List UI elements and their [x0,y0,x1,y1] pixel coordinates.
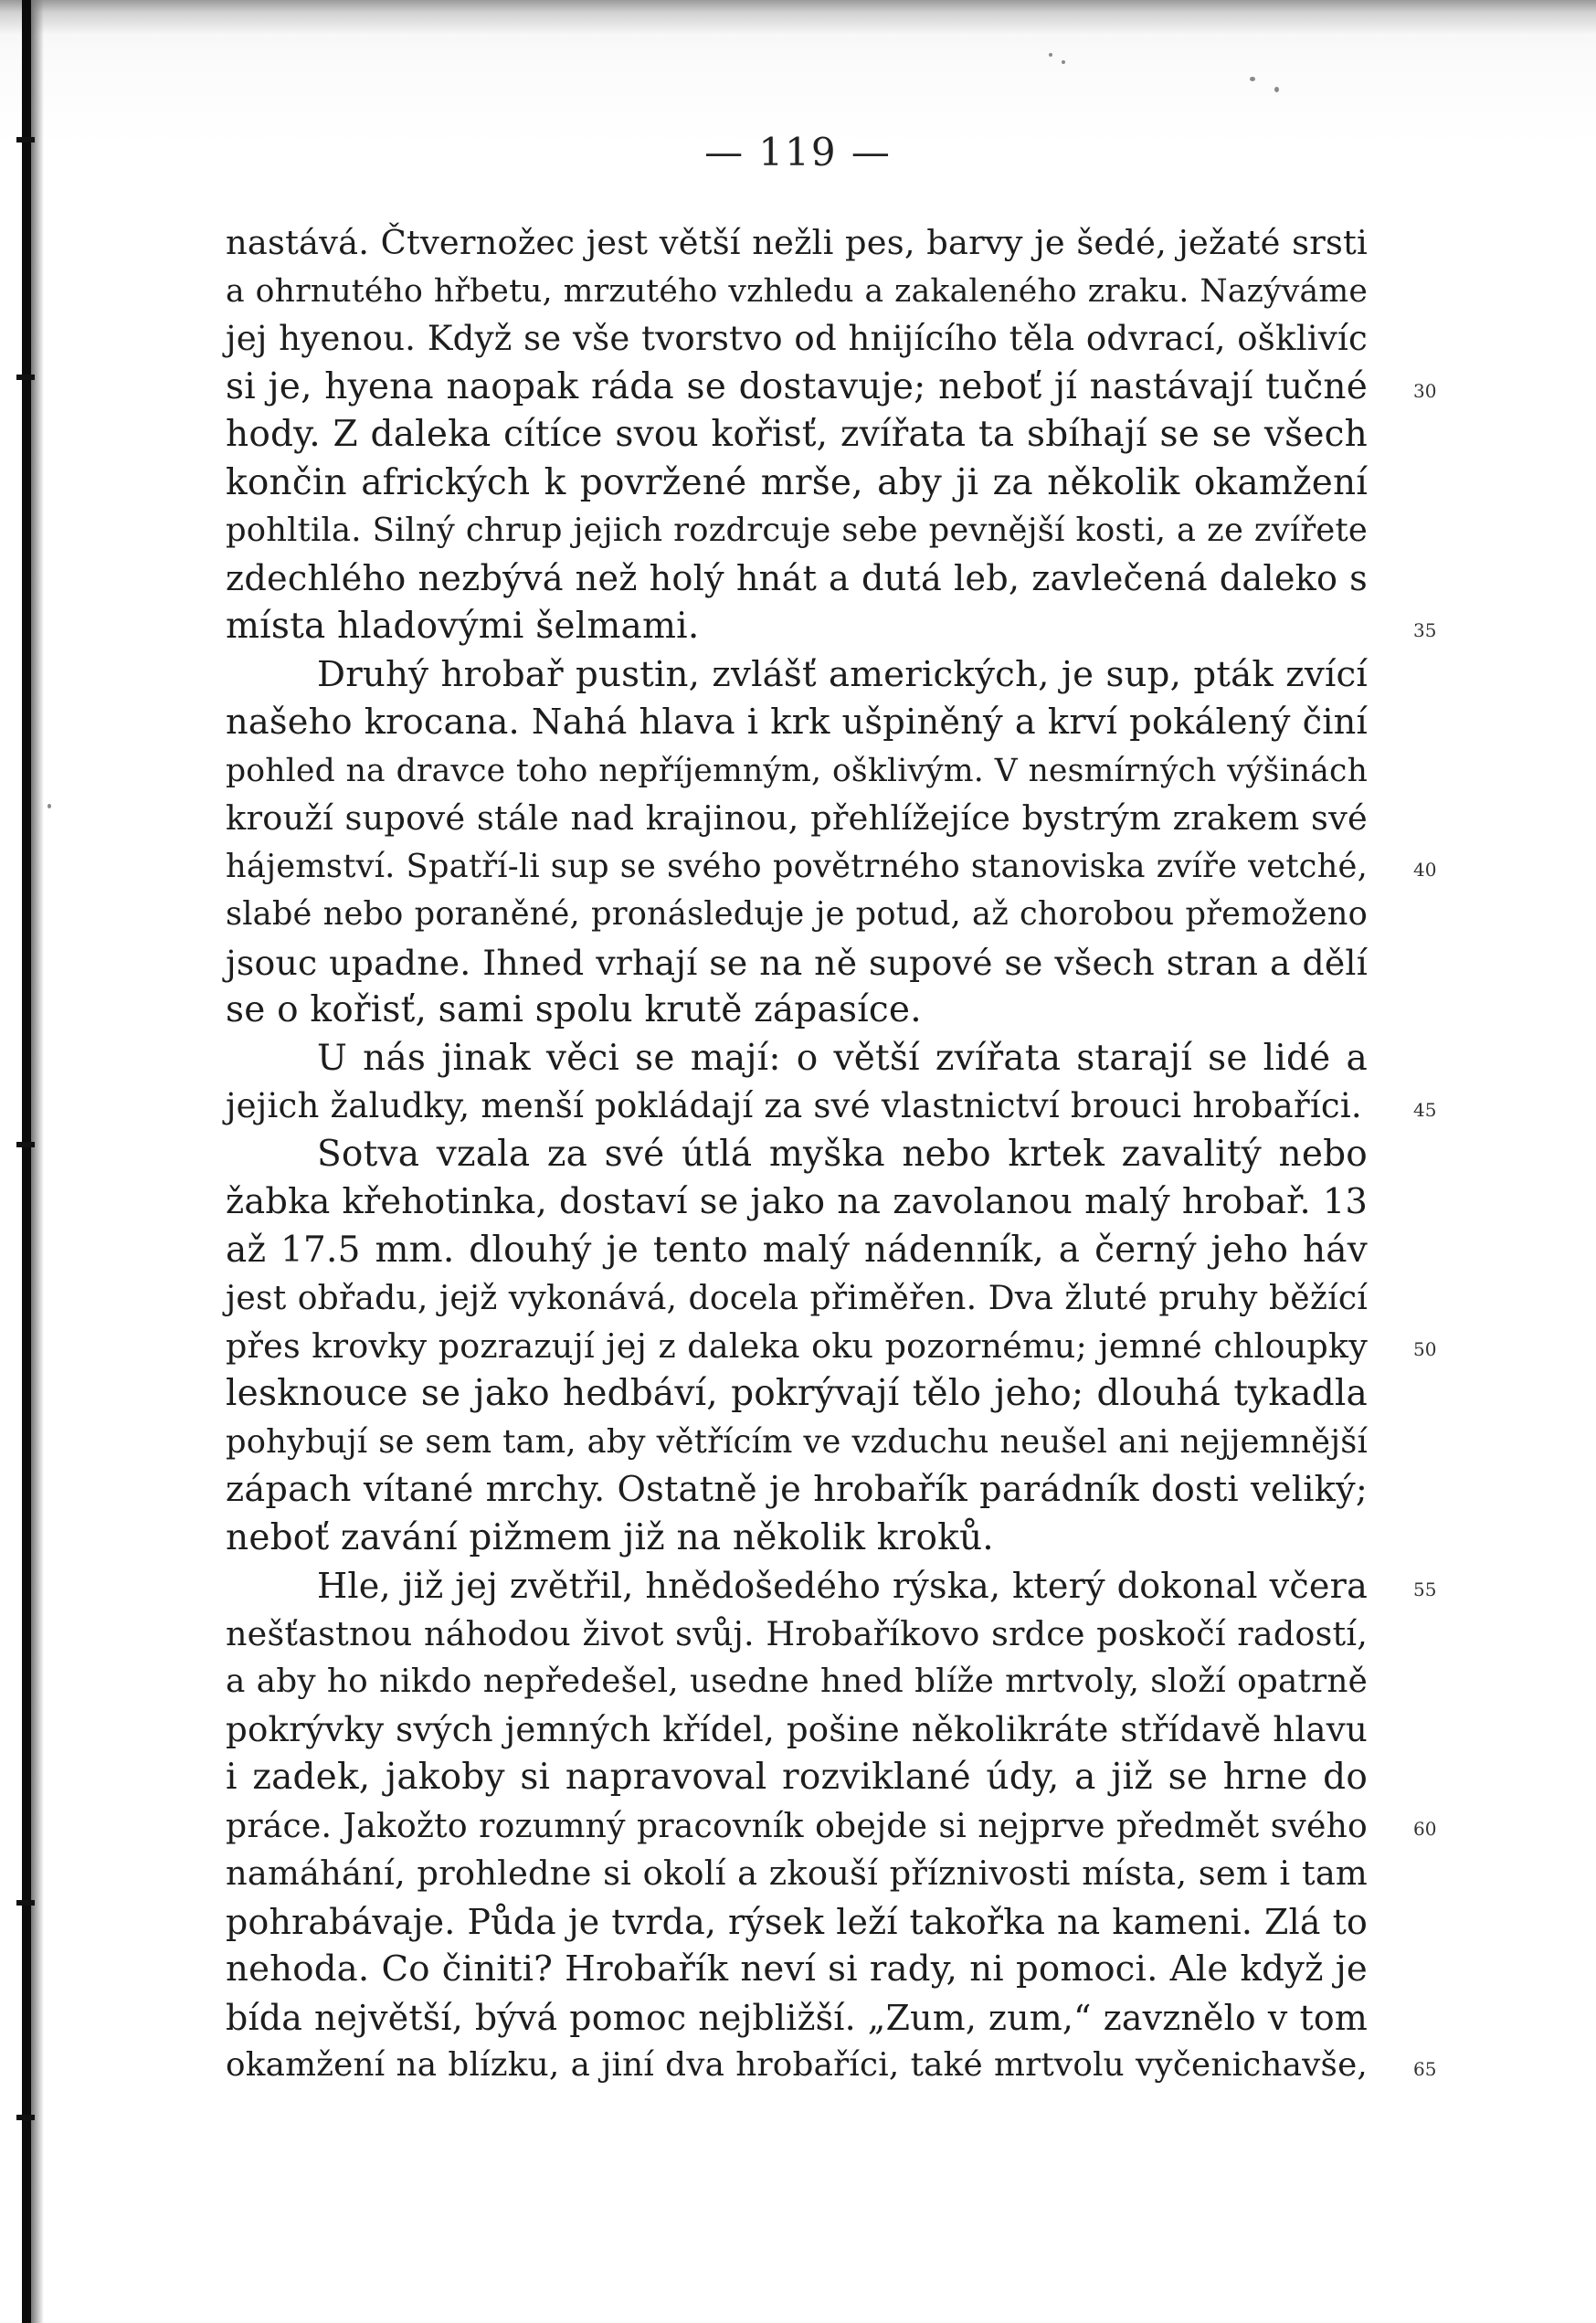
text-line: jej hyenou. Když se vše tvorstvo od hnijícího těla odvrací, ošklivíc [226,319,1368,358]
text-line: nehoda. Co činiti? Hrobařík neví si rady, ni pomoci. Ale když je [226,1948,1368,1990]
margin-line-number: 35 [1413,619,1437,641]
text-line: pohrabávaje. Půda je tvrda, rýsek leží takořka na kameni. Zlá to [226,1901,1368,1942]
margin-line-number: 60 [1413,1818,1437,1840]
text-line: si je, hyena naopak ráda se dostavuje; neboť jí nastávají tučné [226,365,1368,407]
spine-shadow [31,0,44,2323]
spine-notch [16,1900,35,1906]
text-line: končin afrických k povržené mrše, aby ji za několik okamžení [226,461,1368,503]
text-line: pokrývky svých jemných křídel, pošine několikráte střídavě hlavu [226,1709,1368,1749]
spine-notch [16,2115,35,2120]
text-line: bída největší, bývá pomoc nejbližší. „Zum, zum,“ zavznělo v tom [226,1997,1368,2038]
text-line: i zadek, jakoby si napravoval rozviklané údy, a již se hrne do [226,1757,1368,1798]
text-line: neboť zavání pižmem již na několik kroků. [226,1516,994,1558]
text-line: až 17.5 mm. dlouhý je tento malý nádenník, a černý jeho háv [226,1229,1368,1271]
spine-notch [16,1142,35,1147]
text-line: nešťastnou náhodou život svůj. Hrobaříkovo srdce poskočí radostí, [226,1613,1368,1653]
text-line: Hle, již jej zvětřil, hnědošedého rýska, který dokonal včera [317,1566,1368,1606]
text-line: jest obřadu, jejž vykonává, docela přiměřen. Dva žluté pruhy běžící [226,1278,1368,1317]
text-line: slabé nebo poraněné, pronásleduje je potud, až chorobou přemoženo [226,895,1368,933]
page-number: — 119 — [704,130,892,174]
text-line: pohltila. Silný chrup jejich rozdrcuje sebe pevnější kosti, a ze zvířete [226,512,1368,549]
scan-speck [48,804,51,808]
text-line: místa hladovými šelmami. [226,606,700,647]
text-line: přes krovky pozrazují jej z daleka oku pozornému; jemné chloupky [226,1325,1368,1366]
text-line: Sotva vzala za své útlá myška nebo krtek zavalitý nebo [317,1133,1368,1175]
scan-speck [1049,53,1052,57]
text-line: nastává. Čtvernožec jest větší nežli pes, barvy je šedé, ježaté srsti [226,223,1368,262]
margin-line-number: 30 [1413,380,1437,402]
text-line: jejich žaludky, menší pokládají za své vlastnictví brouci hrobaříci. [226,1086,1362,1125]
book-spine-edge [22,0,31,2323]
margin-line-number: 45 [1413,1099,1437,1121]
text-line: práce. Jakožto rozumný pracovník obejde si nejprve předmět svého [226,1805,1368,1845]
text-line: pohled na dravce toho nepříjemným, ošklivým. V nesmírných výšinách [226,752,1368,789]
scan-speck [1250,77,1255,81]
text-line: lesknouce se jako hedbáví, pokrývají tělo jeho; dlouhá tykadla [226,1373,1368,1414]
text-line: pohybují se sem tam, aby větřícím ve vzduchu neušel ani nejjemnější [226,1422,1368,1461]
text-line: Druhý hrobař pustin, zvlášť amerických, je sup, pták zvící [317,653,1368,695]
spine-notch [16,375,35,380]
margin-line-number: 50 [1413,1338,1437,1360]
text-line: žabka křehotinka, dostaví se jako na zavolanou malý hrobař. 13 [226,1181,1368,1222]
text-line: se o kořisť, sami spolu krutě zápasíce. [226,989,922,1030]
text-line: namáhání, prohledne si okolí a zkouší příznivosti místa, sem i tam [226,1853,1368,1893]
body-text [226,219,1368,2090]
text-line: zápach vítané mrchy. Ostatně je hrobařík parádník dosti veliký; [226,1469,1368,1510]
text-line: krouží supové stále nad krajinou, přehlížejíce bystrým zrakem své [226,798,1368,838]
text-line: zdechlého nezbývá než holý hnát a dutá leb, zavlečená daleko s [226,558,1368,599]
text-line: jsouc upadne. Ihned vrhají se na ně supové se všech stran a dělí [226,942,1368,983]
scan-speck [1062,60,1065,64]
text-line: a aby ho nikdo nepředešel, usedne hned blíže mrtvoly, složí opatrně [226,1663,1368,1700]
text-line: hody. Z daleka cítíce svou kořisť, zvířata ta sbíhají se se všech [226,414,1368,455]
text-line: U nás jinak věci se mají: o větší zvířata starají se lidé a [317,1037,1368,1079]
scan-speck [1274,87,1279,92]
margin-line-number: 40 [1413,859,1437,881]
text-line: hájemství. Spatří-li sup se svého povětrného stanoviska zvíře vetché, [226,847,1368,885]
scan-top-shadow [0,0,1596,35]
margin-line-number: 65 [1413,2058,1437,2080]
text-line: okamžení na blízku, a jiní dva hrobaříci, také mrtvolu vyčenichavše, [226,2046,1368,2084]
margin-line-number: 55 [1413,1579,1437,1600]
text-line: a ohrnutého hřbetu, mrzutého vzhledu a zakaleného zraku. Nazýváme [226,272,1368,310]
text-line: našeho krocana. Nahá hlava i krk ušpiněný a krví pokálený činí [226,702,1368,743]
